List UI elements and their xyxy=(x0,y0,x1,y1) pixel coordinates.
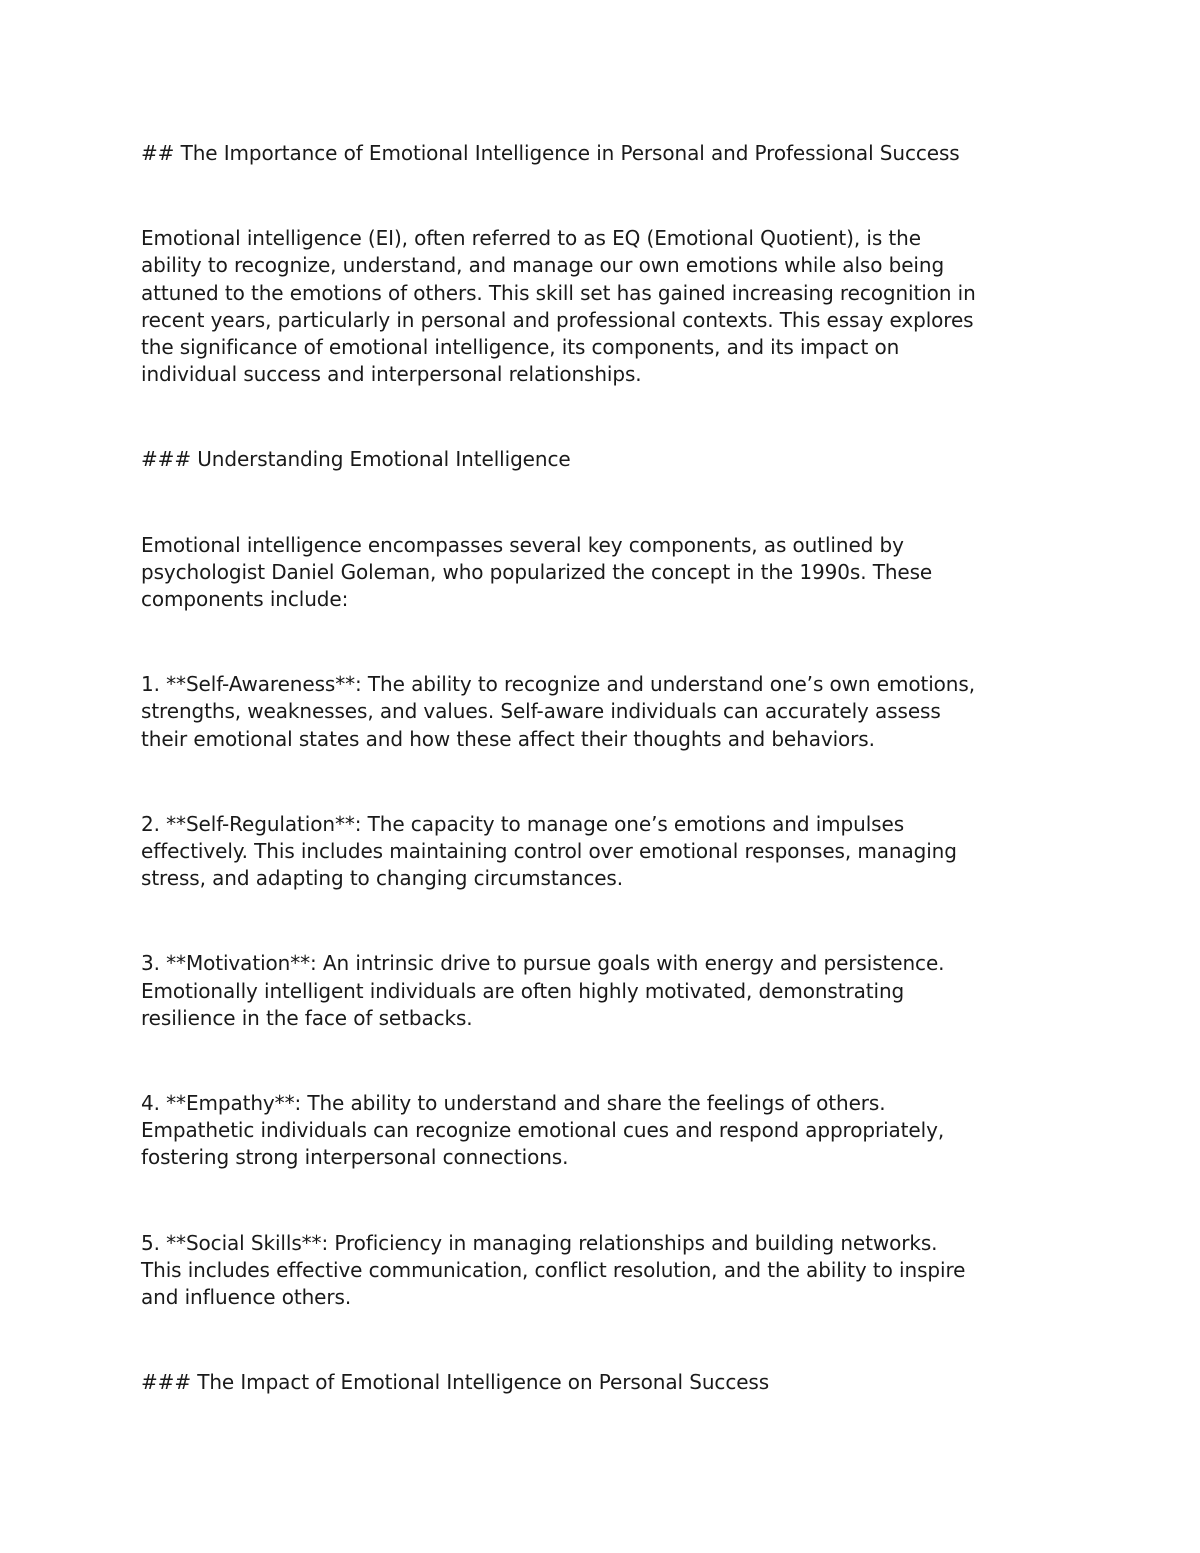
text-line: 5. **Social Skills**: Proficiency in managing relationships and building networks. xyxy=(141,1230,938,1255)
text-line: psychologist Daniel Goleman, who popularized the concept in the 1990s. These xyxy=(141,559,933,584)
list-item-self-awareness xyxy=(141,671,1061,753)
paragraph-spacing xyxy=(141,753,1061,811)
paragraph-spacing xyxy=(141,613,1061,671)
text-line: Emotionally intelligent individuals are often highly motivated, demonstrating xyxy=(141,978,905,1003)
text-line: Emotional intelligence encompasses several key components, as outlined by xyxy=(141,532,904,557)
text-line: individual success and interpersonal relationships. xyxy=(141,362,642,387)
document-title xyxy=(141,140,1061,167)
section-heading-understanding xyxy=(141,446,1061,473)
components-intro-paragraph xyxy=(141,532,1061,614)
text-line: the significance of emotional intelligence, its components, and its impact on xyxy=(141,335,900,360)
text-line: effectively. This includes maintaining control over emotional responses, managing xyxy=(141,839,957,864)
paragraph-spacing xyxy=(141,388,1061,446)
paragraph-spacing xyxy=(141,1311,1061,1369)
list-item-self-regulation xyxy=(141,811,1061,893)
text-line: Empathetic individuals can recognize emotional cues and respond appropriately, xyxy=(141,1118,945,1143)
paragraph-spacing xyxy=(141,167,1061,225)
text-line: their emotional states and how these affect their thoughts and behaviors. xyxy=(141,726,875,751)
text-line: This includes effective communication, conflict resolution, and the ability to inspire xyxy=(141,1257,966,1282)
text-line: recent years, particularly in personal and professional contexts. This essay explores xyxy=(141,307,974,332)
intro-paragraph xyxy=(141,225,1061,388)
text-line: stress, and adapting to changing circumstances. xyxy=(141,866,623,891)
text-line: resilience in the face of setbacks. xyxy=(141,1005,473,1030)
text-line: 2. **Self-Regulation**: The capacity to manage one’s emotions and impulses xyxy=(141,811,905,836)
text-line: ### The Impact of Emotional Intelligence on Personal Success xyxy=(141,1370,770,1395)
section-heading-personal-success xyxy=(141,1369,1061,1396)
document-body xyxy=(141,140,1061,1396)
paragraph-spacing xyxy=(141,892,1061,950)
paragraph-spacing xyxy=(141,474,1061,532)
list-item-social-skills xyxy=(141,1230,1061,1312)
text-line: strengths, weaknesses, and values. Self-aware individuals can accurately assess xyxy=(141,699,941,724)
text-line: ### Understanding Emotional Intelligence xyxy=(141,447,571,472)
paragraph-spacing xyxy=(141,1032,1061,1090)
list-item-empathy xyxy=(141,1090,1061,1172)
text-line: Emotional intelligence (EI), often referred to as EQ (Emotional Quotient), is the xyxy=(141,226,921,251)
text-line: fostering strong interpersonal connections. xyxy=(141,1145,569,1170)
text-line: and influence others. xyxy=(141,1285,352,1310)
text-line: ability to recognize, understand, and manage our own emotions while also being xyxy=(141,253,945,278)
paragraph-spacing xyxy=(141,1172,1061,1230)
text-line: attuned to the emotions of others. This skill set has gained increasing recognition in xyxy=(141,280,976,305)
list-item-motivation xyxy=(141,950,1061,1032)
text-line: 3. **Motivation**: An intrinsic drive to pursue goals with energy and persistence. xyxy=(141,951,945,976)
text-line: components include: xyxy=(141,587,349,612)
text-line: ## The Importance of Emotional Intelligence in Personal and Professional Success xyxy=(141,141,960,165)
text-line: 1. **Self-Awareness**: The ability to recognize and understand one’s own emotions, xyxy=(141,672,975,697)
text-line: 4. **Empathy**: The ability to understand and share the feelings of others. xyxy=(141,1091,886,1116)
